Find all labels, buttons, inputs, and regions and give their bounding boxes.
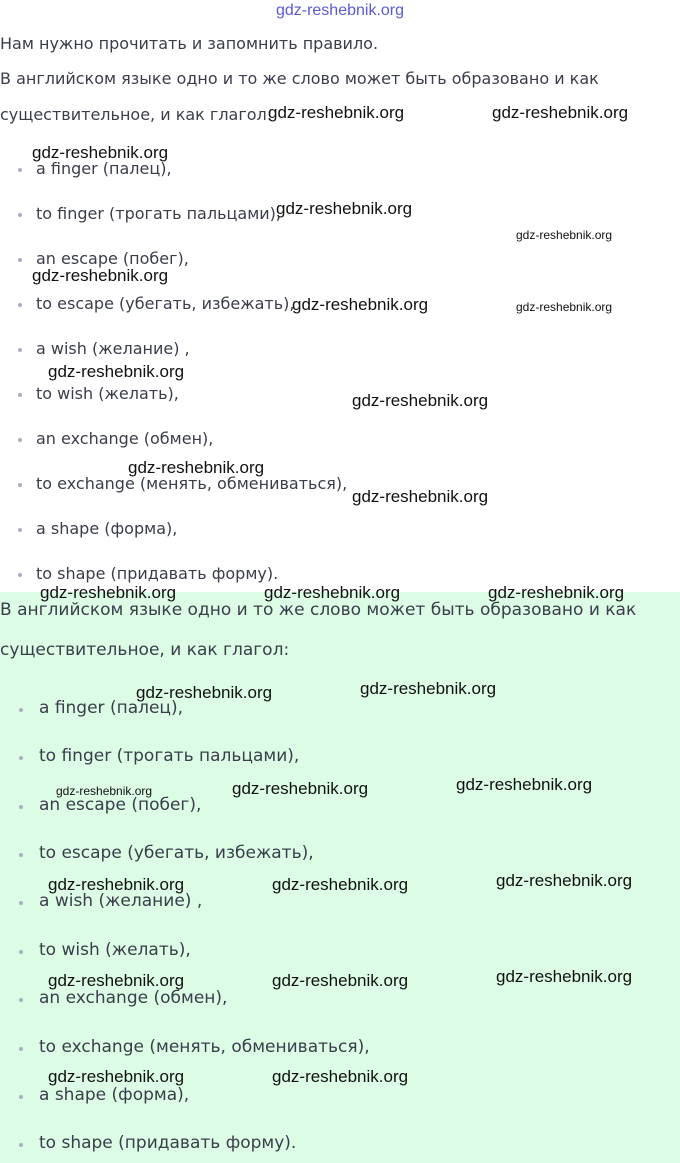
watermark: gdz-reshebnik.org	[352, 487, 489, 506]
watermark: gdz-reshebnik.org	[276, 199, 413, 218]
site-watermark-header: gdz-reshebnik.org	[275, 2, 405, 19]
watermark: gdz-reshebnik.org	[352, 391, 489, 410]
bullet-icon	[18, 303, 22, 307]
bullet-icon	[18, 528, 22, 532]
watermark: gdz-reshebnik.org	[360, 679, 497, 698]
watermark: gdz-reshebnik.org	[488, 583, 625, 602]
bullet-icon	[18, 573, 22, 577]
bullet-icon	[18, 168, 22, 172]
bullet-icon	[19, 1047, 23, 1051]
watermark: gdz-reshebnik.org	[48, 875, 185, 894]
bullet-icon	[19, 853, 23, 857]
watermark: gdz-reshebnik.org	[56, 784, 153, 798]
watermark: gdz-reshebnik.org	[128, 458, 265, 477]
rule-line-2: существительное, и как глагол:	[0, 105, 273, 124]
watermark: gdz-reshebnik.org	[264, 583, 401, 602]
bullet-icon	[19, 756, 23, 760]
section-original: Нам нужно прочитать и запомнить правило. В английском языке одно и то же слово может быть образовано и как существительное, и как глагол: a finger (палец), to finger (трогать пальцами), an escape (побег), to escape (убегать, избежать), a wish (желание) , to wish (желать), an exchange (обмен), to exchange (менять, обмениваться), a shape (форма), to shape (придавать форму).	[0, 0, 680, 592]
bullet-icon	[19, 805, 23, 809]
watermark: gdz-reshebnik.org	[496, 871, 633, 890]
watermark: gdz-reshebnik.org	[492, 103, 629, 122]
watermark: gdz-reshebnik.org	[496, 967, 633, 986]
section-highlighted: В английском языке одно и то же слово может быть образовано и как существительное, и как глагол: a finger (палец), to finger (трогать пальцами), an escape (побег), to escape (убегать, избежать), a wish (желание) , to wish (желать), an exchange (обмен), to exchange (менять, обмениваться), a shape (форма), to shape (придавать форму).	[0, 592, 680, 1163]
bullet-icon	[19, 901, 23, 905]
watermark: gdz-reshebnik.org	[48, 971, 185, 990]
watermark: gdz-reshebnik.org	[32, 143, 169, 162]
bullet-icon	[19, 708, 23, 712]
watermark: gdz-reshebnik.org	[48, 1067, 185, 1086]
bullet-icon	[18, 483, 22, 487]
watermark: gdz-reshebnik.org	[136, 683, 273, 702]
watermark: gdz-reshebnik.org	[272, 875, 409, 894]
watermark: gdz-reshebnik.org	[516, 300, 613, 314]
watermark: gdz-reshebnik.org	[48, 362, 185, 381]
bullet-icon	[18, 258, 22, 262]
bullet-icon	[19, 1143, 23, 1147]
watermark: gdz-reshebnik.org	[32, 266, 169, 285]
rule-line-1: В английском языке одно и то же слово может быть образовано и как	[0, 600, 637, 620]
bullet-icon	[18, 348, 22, 352]
watermark: gdz-reshebnik.org	[268, 103, 405, 122]
watermark: gdz-reshebnik.org	[232, 779, 369, 798]
bullet-icon	[19, 998, 23, 1002]
watermark: gdz-reshebnik.org	[272, 1067, 409, 1086]
bullet-icon	[18, 213, 22, 217]
rule-line-1: В английском языке одно и то же слово может быть образовано и как	[0, 69, 599, 88]
watermark: gdz-reshebnik.org	[516, 228, 613, 242]
watermark: gdz-reshebnik.org	[456, 775, 593, 794]
rule-line-2: существительное, и как глагол:	[0, 640, 290, 660]
intro-text: Нам нужно прочитать и запомнить правило.	[0, 34, 379, 53]
watermark: gdz-reshebnik.org	[40, 583, 177, 602]
bullet-icon	[19, 950, 23, 954]
bullet-icon	[18, 438, 22, 442]
bullet-icon	[19, 1095, 23, 1099]
bullet-icon	[18, 393, 22, 397]
watermark: gdz-reshebnik.org	[272, 971, 409, 990]
watermark: gdz-reshebnik.org	[292, 295, 429, 314]
